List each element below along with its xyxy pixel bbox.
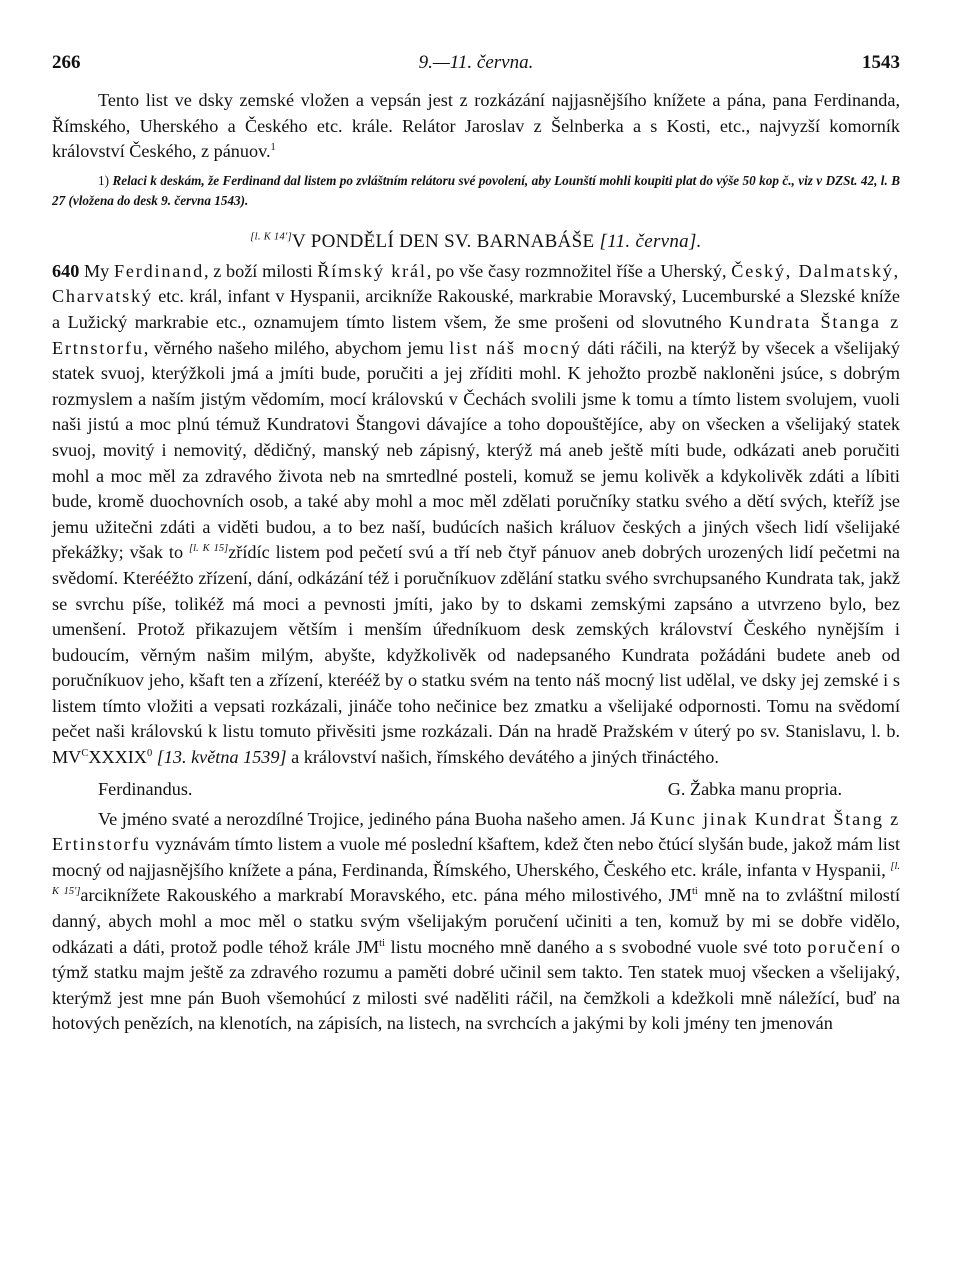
doc640-text-4: etc. král, infant v Hyspanii, arcikníže Rakouské, markrabie Moravský, Lucemburské a Slezské kníže a Lužický markrabie etc., oznamujem tímto listem všem, že sme prošeni od slovutného <box>52 286 900 332</box>
document-640 <box>52 259 900 771</box>
p3-text-4: mně na to zvláštní milostí danný, abych mohl a moc měl o statku svým všelijakým poručení učiniti a ten, komuž by mi se dobře vidělo, odkázati a dáti, protož podle téhož krále JM <box>52 885 900 957</box>
testament-paragraph <box>52 807 900 1037</box>
doc640-text-7: zřídíc listem pod pečetí svú a tří neb čtyř pánuov aneb dobrých urozených lidí pečetmi na svědomí. Kterééžto zřízení, dání, odkázání též i poručníkuov zdělání statku svého svrchupsaného Kundrata tak, jakž se svrchu píše, tolikéž má moci a pevnosti jmíti, jako by to dskami zemskými zapsáno a utvrzeno bylo, bez umenšení. Protož přikazujem větším i menším úředníkuom desk zemských království Českého nynějším i budoucím, věrným našim milým, abyšte, kdyžkolivěk od nadepsaného Kundrata požádáni budete aneb od poručníkuov jeho, kšaft ten a zřízení, kterééž by o statku svém na tento náš mocný list udělal, ve dsky jej zemské i s listem tímto vložiti a vepsati rozkázali, jináče toho nečinice bez zmatku a všelijaké odpornosti. Tomu na svědomí pečet naši královskú k listu tomuto přivěsiti jsme rozkázali. Dán na hradě Pražském v úterý po sv. Stanislavu, l. b. MV <box>52 542 901 768</box>
p3-text-2: vyznávám tímto listem a vuole mé poslední kšaftem, kdež čten nebo čtúcí slyšán bude, jakož mám list mocný od najjasnějšího knížete a pána, Ferdinanda, Římského, Uherského, Českého etc. krále, infanta v Hyspanii, <box>52 834 900 880</box>
doc640-text-8: a království našich, římského devátého a jiných třináctého. <box>286 747 719 768</box>
heading-title: V PONDĚLÍ DEN SV. BARNABÁŠE <box>291 230 595 252</box>
phrase-list-mocny: list náš mocný <box>449 337 582 358</box>
name-kunc-kundrat: Kunc jinak Kundrat Štang z Ertinstorfu <box>52 808 900 855</box>
editorial-date: [13. května 1539] <box>152 747 287 768</box>
sup-ti-2: ti <box>379 937 385 949</box>
p3-text-3: arciknížete Rakouského a markrabí Moravského, etc. pána mého milostivého, JM <box>80 885 692 906</box>
signature-ferdinandus: Ferdinandus. <box>98 778 193 799</box>
document-page <box>52 52 900 1037</box>
doc640-text-6: dáti ráčili, na kterýž by všecek a všelijaký statek svuoj, kterýžkoli jmá a jmíti bude, poručiti a jej zříditi mohl. K jehožto prozbě nakloněni jsúce, s dobrým rozmyslem a naším jistým vědomím, mocí královskú v Čechách svolili jsme k tomu a tímto listem svolujem, vuoli naši jistú a moc plnú témuž Kundratovi Štangovi dávajíce a toho dopouštějíce, aby on všecken a všelijaký statek svuoj, movitý i nemovitý, dědičný, manský neb zápisný, kterýž má aneb ještě míti bude, odkázati aneb poručiti mohl a moc měl za zdravého života neb na smrtedlné posteli, komuž se jemu kolivěk a kdykolivěk zdáti a líbiti bude, kromě duochovních osob, a také aby mohl a moc měl zdělati poručníky statku svého a dětí svých, kteříž jse jemu užitečni zdáti a viděti budou, a to bez naší, budúcích našich králuov českých a jiných všech lidí všelijaké překážky; však to <box>52 337 900 563</box>
titles-cesky-dalmatsky: Český, Dalmatský, Charvatský <box>52 260 900 307</box>
relation-paragraph <box>52 88 900 165</box>
doc640-text-2: , z boží milosti <box>203 260 318 281</box>
running-head-date: 9.—11. června. <box>418 52 534 73</box>
footnote <box>52 171 900 211</box>
running-head-year: 1543 <box>862 52 900 73</box>
folio-ref-k15v: [l. K 15'] <box>52 860 900 898</box>
word-poruceni: poručení <box>807 936 886 957</box>
running-head <box>52 52 900 82</box>
doc640-text-5: , věrného našeho milého, abychom jemu <box>143 337 450 358</box>
doc640-text-1: My <box>79 260 115 281</box>
section-heading <box>52 231 900 253</box>
doc640-text-3: , po vše časy rozmnožitel říše a Uherský, <box>426 260 732 281</box>
p3-text-5: listu mocného mně daného a s svobodné vuole své toto <box>385 936 808 957</box>
folio-ref-k15: [l. K 15] <box>188 543 229 555</box>
relation-text: Tento list ve dsky zemské vložen a vepsán jest z rozkázání najjasnějšího knížete a pána, pana Ferdinanda, Římského, Uherského a Českého etc. krále. Relátor Jaroslav z Šelnberka a s Kosti, etc., najvyzší komorník království Českého, z pánuov. <box>52 90 900 162</box>
p3-text-1: Ve jméno svaté a nerozdílné Trojice, jediného pána Buoha našeho amen. Já <box>98 808 650 829</box>
name-kundrat-stang: Kundrata Štanga z Ertnstorfu <box>52 311 900 358</box>
sup-ti-1: ti <box>691 886 698 898</box>
signature-zabka: G. Žabka manu propria. <box>667 778 842 799</box>
signature-row <box>52 777 900 807</box>
roman-sup-c: C <box>81 748 89 759</box>
heading-date: [11. června]. <box>599 230 702 252</box>
page-number: 266 <box>52 52 81 73</box>
roman-sup-o: 0 <box>146 748 153 759</box>
document-number: 640 <box>52 260 80 281</box>
roman-xxxix: XXXIX <box>88 747 147 768</box>
footnote-reference: 1 <box>270 142 276 154</box>
footnote-mark: 1) <box>98 172 109 188</box>
heading-folio-ref: [l. K 14'] <box>250 231 292 243</box>
p3-text-6: o týmž statku majm ještě za zdravého rozumu a paměti dobré učinil sem takto. Ten statek muoj všecken a všelijaký, kterýmž jest mne pán Buoh všemohúcí z milosti své naděliti ráčil, na čemžkoli a kdežkoli mně náležící, buď na hotových penězích, na klenotích, na zápisích, na listech, na svrchcích a jakými by koli jmény ten jmenován <box>52 936 900 1034</box>
title-rimsky-kral: Římský král <box>317 260 427 281</box>
name-ferdinand: Ferdinand <box>114 260 204 281</box>
footnote-text: Relaci k deskám, že Ferdinand dal listem po zvláštním relátoru své povolení, aby Lounští mohli koupiti plat do výše 50 kop č., viz v DZSt. 42, l. B 27 (vložena do desk 9. června 1543). <box>52 172 900 208</box>
